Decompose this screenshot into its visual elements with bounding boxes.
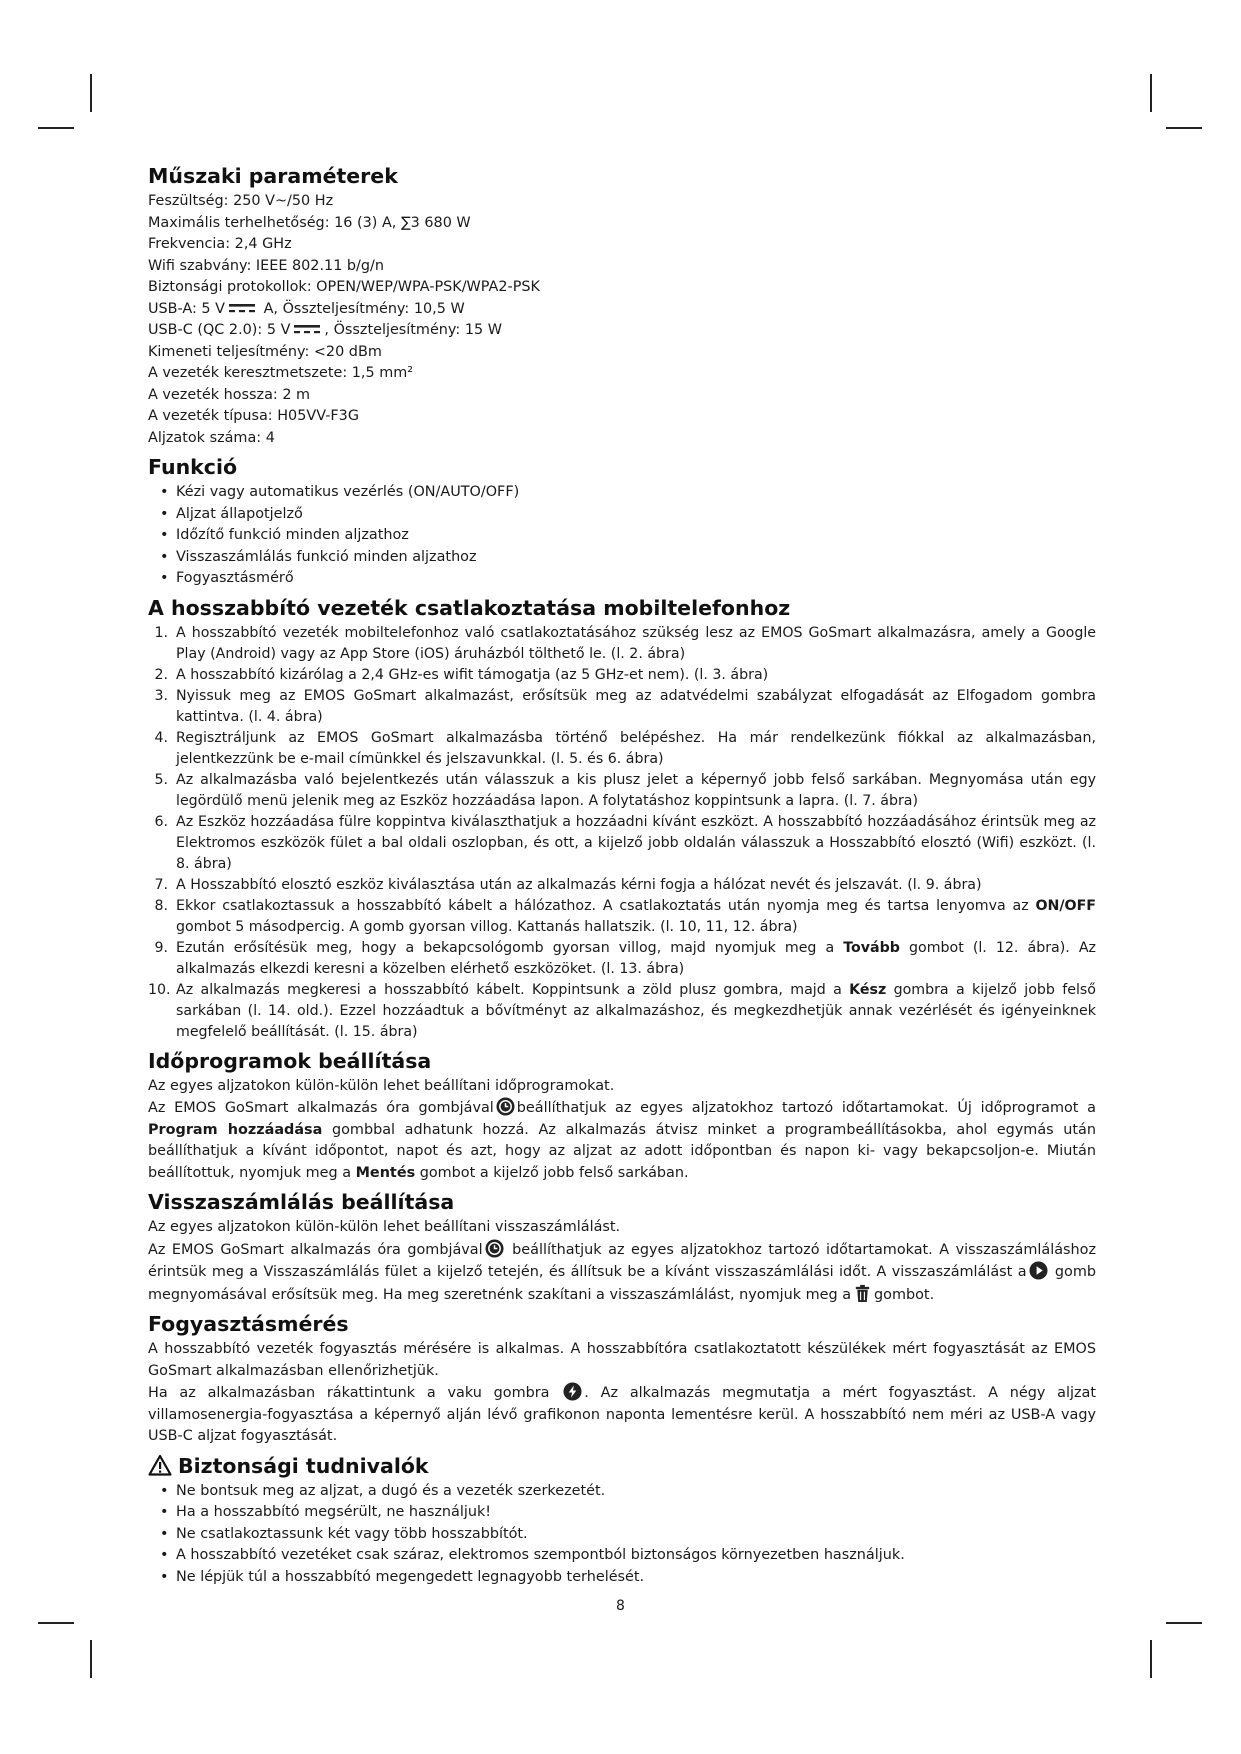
list-item: • Ha a hosszabbító megsérült, ne használjuk! <box>160 1502 1096 1524</box>
crop-mark <box>1166 127 1202 129</box>
step-item <box>148 728 1096 770</box>
spec-line: Biztonsági protokollok: OPEN/WEP/WPA-PSK/WPA2-PSK <box>148 279 540 295</box>
dc-symbol-icon <box>227 301 257 315</box>
step-item <box>148 665 1096 686</box>
spec-line-usbc <box>148 320 1096 342</box>
list-item: • Kézi vagy automatikus vezérlés (ON/AUTO/OFF) <box>160 482 1096 504</box>
timer-body <box>148 1097 1096 1184</box>
crop-mark <box>1166 1622 1202 1624</box>
consumption-section <box>148 1312 1096 1448</box>
consumption-text: Ha az alkalmazásban rákattintunk a vaku gombra <box>148 1385 550 1401</box>
list-item: • Fogyasztásmérő <box>160 568 1096 590</box>
safety-title: Biztonsági tudnivalók <box>178 1453 429 1478</box>
specs-section <box>148 164 1096 449</box>
page-content <box>148 164 1096 1592</box>
step-text: Az alkalmazás megkeresi a hosszabbító kábelt. Koppintsunk a zöld plusz gombra, majd a <box>176 981 850 998</box>
countdown-text: gombot. <box>874 1286 935 1303</box>
spec-line: A vezeték keresztmetszete: 1,5 mm² <box>148 365 414 381</box>
step-text: A Hosszabbító elosztó eszköz kiválasztása után az alkalmazás kérni fogja a hálózat nevét és jelszavát. (l. 9. ábra) <box>176 876 982 893</box>
safety-heading <box>148 1454 1096 1479</box>
step-text: gombot (l. 12. ábra). Az alkalmazás elkezdi keresni a közelben elérhető eszközöket. (l. 13. ábra) <box>176 939 1096 977</box>
list-item: • A hosszabbító vezetéket csak száraz, elektromos szempontból biztonságos környezetben használjuk. <box>160 1545 1096 1567</box>
step-item <box>148 896 1096 938</box>
page-number: 8 <box>616 1598 625 1614</box>
step-text: Az Eszköz hozzáadása fülre koppintva kiválaszthatjuk a hozzáadni kívánt eszközt. A hosszabbító hozzáadásához érintsük meg az Elektromos eszközök fület a bal oldali oszlopban, és ott, a kijelző jobb oldalán válasszuk a Hosszabbító elosztó (Wifi) eszközt. (l. 8. ábra) <box>176 813 1096 872</box>
spec-line: Kimeneti teljesítmény: <20 dBm <box>148 343 382 360</box>
step-item <box>148 812 1096 875</box>
step-text: gombot 5 másodpercig. A gomb gyorsan villog. Kattanás hallatszik. (l. 10, 11, 12. ábra) <box>176 918 798 935</box>
countdown-title: Visszaszámlálás beállítása <box>148 1190 455 1214</box>
list-item: • Visszaszámlálás funkció minden aljzathoz <box>160 547 1096 569</box>
timer-text: beállíthatjuk az egyes aljzatokhoz tartozó időtartamokat. Új időprogramot a <box>516 1100 1096 1116</box>
timer-text: gombot a kijelző jobb felső sarkában. <box>415 1164 689 1181</box>
lightning-icon <box>563 1382 582 1401</box>
connect-section <box>148 596 1096 1043</box>
step-text: Ekkor csatlakoztassuk a hosszabbító kábelt a hálózathoz. A csatlakoztatás után nyomja meg és tartsa lenyomva az <box>176 897 1036 914</box>
timer-text: gombbal adhatunk hozzá. Az alkalmazás átvisz minket a programbeállításokba, ahol egymás után beállíthatjuk a kívánt időpontot, napot és azt, hogy az aljzat az adott időpontban és napon ki- vagy bekapcsoljon-e. Miután beállítottuk, nyomjuk meg a <box>148 1121 1096 1181</box>
timer-bold: Mentés <box>355 1164 416 1181</box>
consumption-intro: A hosszabbító vezeték fogyasztás mérésére is alkalmas. A hosszabbítóra csatlakoztatott készülékek mért fogyasztását az EMOS GoSmart alkalmazásban ellenőrizhetjük. <box>148 1341 1096 1379</box>
step-item <box>148 980 1096 1043</box>
step-item <box>148 686 1096 728</box>
list-item: • Ne lépjük túl a hosszabbító megengedett legnagyobb terhelését. <box>160 1567 1096 1589</box>
clock-icon <box>496 1097 515 1116</box>
step-number: 5. <box>154 771 168 788</box>
list-item: • Ne bontsuk meg az aljzat, a dugó és a vezeték szerkezetét. <box>160 1481 1096 1503</box>
spec-line-usba <box>148 299 1096 321</box>
step-number: 4. <box>154 729 168 746</box>
timer-section <box>148 1049 1096 1185</box>
play-icon <box>1029 1261 1048 1280</box>
spec-line: Aljzatok száma: 4 <box>148 429 275 446</box>
spec-line: A vezeték típusa: H05VV-F3G <box>148 408 359 424</box>
step-item <box>148 938 1096 980</box>
spec-line: A vezeték hossza: 2 m <box>148 386 311 403</box>
countdown-body <box>148 1239 1096 1307</box>
trash-icon <box>853 1284 872 1303</box>
safety-section <box>148 1454 1096 1589</box>
step-number: 2. <box>154 666 168 683</box>
spec-line: Frekvencia: 2,4 GHz <box>148 236 292 252</box>
consumption-body <box>148 1382 1096 1448</box>
crop-mark <box>90 1640 92 1678</box>
step-item <box>148 875 1096 896</box>
step-number: 6. <box>154 813 168 830</box>
spec-line: Maximális terhelhetőség: 16 (3) A, ∑3 680 W <box>148 214 471 231</box>
step-bold: ON/OFF <box>1035 897 1096 914</box>
usbc-label: USB-C (QC 2.0): 5 V <box>148 322 291 338</box>
crop-mark <box>38 1622 74 1624</box>
usbc-value: , Összteljesítmény: 15 W <box>324 322 502 338</box>
crop-mark <box>1150 74 1152 112</box>
function-section <box>148 455 1096 590</box>
list-item: • Időzítő funkció minden aljzathoz <box>160 525 1096 547</box>
step-text: A hosszabbító kizárólag a 2,4 GHz-es wifit támogatja (az 5 GHz-et nem). (l. 3. ábra) <box>176 666 769 683</box>
timer-title: Időprogramok beállítása <box>148 1048 432 1073</box>
function-title: Funkció <box>148 455 238 479</box>
list-item: • Ne csatlakoztassunk két vagy több hosszabbítót. <box>160 1524 1096 1546</box>
usba-label: USB-A: 5 V <box>148 300 226 317</box>
timer-text: Az EMOS GoSmart alkalmazás óra gombjával <box>148 1100 494 1116</box>
step-text: gombra a kijelző jobb felső sarkában (l. 14. old.). Ezzel hozzáadtuk a bővítményt az alkalmazáshoz, és megkezdhetjük annak vezérlését és igényeinknek megfelelő beállítását. (l. 15. ábra) <box>176 981 1096 1040</box>
warning-icon <box>148 1454 172 1476</box>
step-number: 8. <box>154 897 168 914</box>
specs-title: Műszaki paraméterek <box>148 164 398 188</box>
crop-mark <box>38 127 74 129</box>
crop-mark <box>1150 1640 1152 1678</box>
step-item <box>148 770 1096 812</box>
step-bold: Tovább <box>843 939 900 956</box>
countdown-text: beállíthatjuk az egyes aljzatokhoz tartozó időtartamokat. A visszaszámláláshoz érintsük meg a Visszaszámlálás fület a kijelző tetején, és állítsuk be a kívánt visszaszámlálási időt. A visszaszámlálást a <box>148 1241 1096 1280</box>
clock-icon <box>485 1239 504 1258</box>
timer-bold: Program hozzáadása <box>148 1121 323 1138</box>
list-item: • Aljzat állapotjelző <box>160 504 1096 526</box>
crop-mark <box>90 74 92 112</box>
step-number: 1. <box>154 624 168 641</box>
countdown-text: Az EMOS GoSmart alkalmazás óra gombjával <box>148 1241 483 1258</box>
step-bold: Kész <box>849 981 887 998</box>
step-text: Az alkalmazásba való bejelentkezés után válasszuk a kis plusz jelet a képernyő jobb felső sarkában. Megnyomása után egy legördülő menü jelenik meg az Eszköz hozzáadása lapon. A folytatáshoz koppintsunk a lapra. (l. 7. ábra) <box>176 771 1096 809</box>
step-number: 10. <box>148 981 171 998</box>
step-text: Ezután erősítésük meg, hogy a bekapcsológomb gyorsan villog, majd nyomjuk meg a <box>176 939 844 956</box>
step-number: 9. <box>154 939 168 956</box>
consumption-title: Fogyasztásmérés <box>148 1312 349 1336</box>
step-text: A hosszabbító vezeték mobiltelefonhoz való csatlakoztatásához szükség lesz az EMOS GoSmart alkalmazásra, amely a Google Play (Android) vagy az App Store (iOS) áruházból tölthető le. (l. 2. ábra) <box>176 624 1096 662</box>
dc-symbol-icon <box>292 322 322 336</box>
step-text: Nyissuk meg az EMOS GoSmart alkalmazást, erősítsük meg az adatvédelmi szabályzat elfogadását az Elfogadom gombra kattintva. (l. 4. ábra) <box>176 687 1096 725</box>
spec-line: Wifi szabvány: IEEE 802.11 b/g/n <box>148 257 385 274</box>
spec-line: Feszültség: 250 V~/50 Hz <box>148 193 334 209</box>
step-item <box>148 623 1096 665</box>
countdown-intro: Az egyes aljzatokon külön-külön lehet beállítani visszaszámlálást. <box>148 1219 621 1235</box>
step-number: 3. <box>154 687 168 704</box>
usba-value: A, Összteljesítmény: 10,5 W <box>259 300 465 317</box>
consumption-text: . Az alkalmazás megmutatja a mért fogyasztást. A négy aljzat villamosenergia-fogyasztása a képernyő alján lévő grafikonon naponta lementésre kerül. A hosszabbító nem méri az USB-A vagy USB-C aljzat fogyasztását. <box>148 1385 1096 1444</box>
step-text: Regisztráljunk az EMOS GoSmart alkalmazásba történő belépéshez. Ha már rendelkezünk fiókkal az alkalmazásban, jelentkezzünk be e-mail címünkkel és jelszavunkkal. (l. 5. és 6. ábra) <box>176 729 1096 767</box>
connect-title: A hosszabbító vezeték csatlakoztatása mobiltelefonhoz <box>148 595 791 620</box>
step-number: 7. <box>154 876 168 893</box>
timer-intro: Az egyes aljzatokon külön-külön lehet beállítani időprogramokat. <box>148 1077 615 1094</box>
countdown-section <box>148 1190 1096 1306</box>
countdown-text: gomb megnyomásával erősítsük meg. Ha meg szeretnénk szakítani a visszaszámlálást, nyomjuk meg a <box>148 1264 1096 1303</box>
